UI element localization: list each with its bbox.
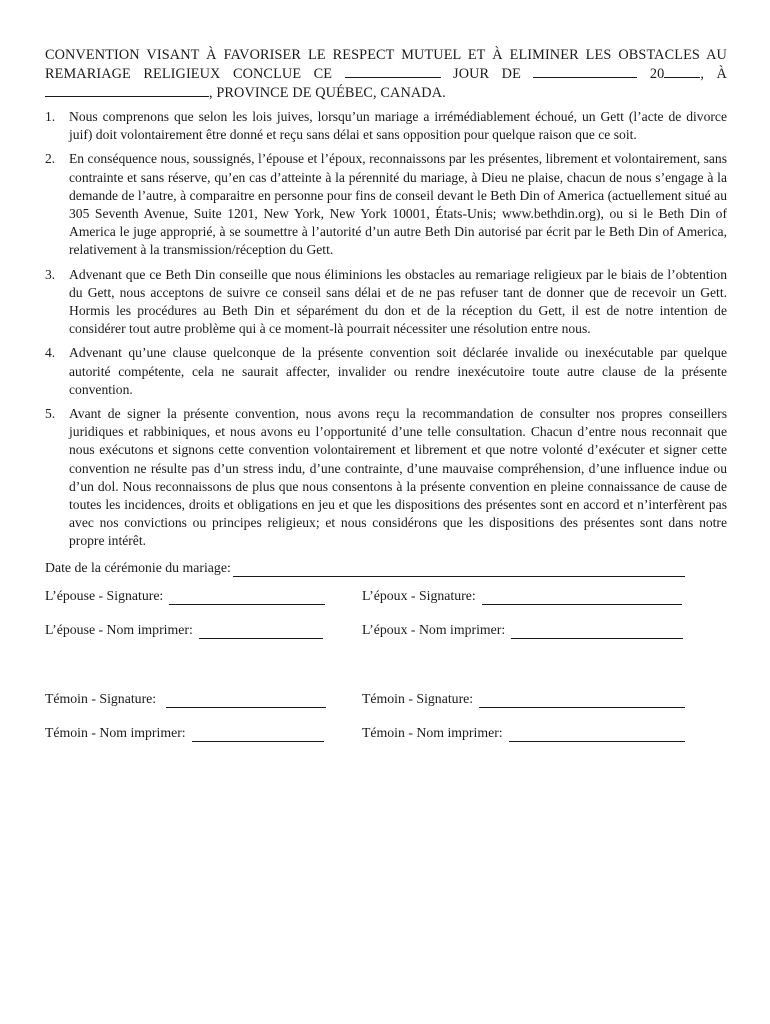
- witness1-signature-label: Témoin - Signature:: [45, 690, 157, 706]
- ceremony-date-field[interactable]: [233, 562, 685, 577]
- clause-text: Nous comprenons que selon les lois juives, lorsqu’un mariage a irrémédiablement échoué, un Gett (l’acte de divorce juif) doit volontairement être donné et reçu sans délai et sans opposition pour quelque raison que ce soit.: [69, 109, 727, 143]
- clause-text: Advenant que ce Beth Din conseille que nous éliminions les obstacles au remariage religieux par le biais de l’obtention du Gett, nous acceptons de suivre ce conseil sans délai et de ne pas refuser tant de donner que de recevoir un Gett. Hormis les procédures au Beth Din et séparément du don et de la réception du Gett, il est de notre intention de considérer tout autre problème qui à ce moment-là pourrait nécessiter une résolution entre nous.: [69, 266, 727, 337]
- wife-name-field[interactable]: [199, 624, 323, 639]
- year-blank[interactable]: [664, 65, 700, 78]
- wife-signature-field[interactable]: [169, 590, 325, 605]
- clause-item: [45, 266, 727, 339]
- witness1-signature-cell: [45, 690, 362, 708]
- clause-number: 1.: [45, 109, 56, 124]
- witness2-name-label: Témoin - Nom imprimer:: [362, 724, 503, 740]
- witness2-signature-label: Témoin - Signature:: [362, 690, 474, 706]
- witness-signature-row: [45, 690, 727, 708]
- witness1-signature-field[interactable]: [166, 693, 326, 708]
- ceremony-date-label: Date de la cérémonie du mariage:: [45, 559, 231, 575]
- wife-name-cell: [45, 621, 362, 639]
- title-text-3: 20: [649, 66, 665, 82]
- witness1-name-label: Témoin - Nom imprimer:: [45, 724, 186, 740]
- witness2-name-field[interactable]: [509, 727, 685, 742]
- clause-text: En conséquence nous, soussignés, l’épouse et l’époux, reconnaissons par les présentes, librement et volontairement, sans contrainte et sans réserve, qu’en cas d’atteinte à la pérennité du mariage, à Dieu ne plaise, chacun de nous s’engage à la demande de l’autre, à comparaitre en personne pour fins de conseil devant le Beth Din of America (actuellement situé au 305 Seventh Avenue, Suite 1201, New York, New York 10001, États-Unis; www.bethdin.org), ou si le Beth Din of America le juge approprié, à se soumettre à l’autorité d’un autre Beth Din autorisé par écrit par le Beth Din of America, relativement à la transmission/réception du Gett.: [69, 151, 727, 258]
- clause-number: 3.: [45, 266, 56, 282]
- wife-name-label: L’épouse - Nom imprimer:: [45, 621, 193, 637]
- clause-item: [45, 150, 727, 259]
- wife-signature-cell: [45, 587, 362, 605]
- title-text-5: , PROVINCE DE QUÉBEC, CANADA.: [209, 85, 446, 101]
- clause-item: [45, 405, 727, 551]
- husband-signature-cell: [362, 587, 682, 605]
- ceremony-date-row: [45, 559, 727, 577]
- witness1-name-field[interactable]: [192, 727, 324, 742]
- witness2-signature-cell: [362, 690, 685, 708]
- clause-text: Advenant qu’une clause quelconque de la présente convention soit déclarée invalide ou inexécutable par quelque autorité compétente, cela ne saurait affecter, invalider ou rendre inexécutoire toute autre clause de la présente convention.: [69, 345, 727, 397]
- title-text-1: CONVENTION VISANT À FAVORISER LE RESPECT MUTUEL ET À ELIMINER LES OBSTACLES AU REMARIAGE RELIGIEUX CONCLUE CE: [45, 47, 727, 82]
- clause-number: 4.: [45, 345, 56, 361]
- witness2-signature-field[interactable]: [479, 693, 685, 708]
- husband-signature-label: L’époux - Signature:: [362, 587, 476, 603]
- witness-name-row: [45, 724, 727, 742]
- witness2-name-cell: [362, 724, 685, 742]
- signature-row: [45, 587, 727, 605]
- month-blank[interactable]: [533, 65, 637, 78]
- clause-number: 5.: [45, 406, 56, 422]
- clause-number: 2.: [45, 151, 56, 167]
- clause-item: [45, 108, 727, 144]
- printed-name-row: [45, 621, 727, 639]
- husband-signature-field[interactable]: [482, 590, 682, 605]
- clause-item: [45, 344, 727, 399]
- document-title: [45, 46, 727, 103]
- husband-name-field[interactable]: [511, 624, 683, 639]
- day-blank[interactable]: [345, 65, 441, 78]
- city-blank[interactable]: [45, 84, 209, 97]
- title-text-2: JOUR DE: [453, 66, 521, 82]
- clause-text: Avant de signer la présente convention, nous avons reçu la recommandation de consulter nos propres conseillers juridiques et rabbiniques, et nous avons eu l’opportunité d’une telle consultation. Chacun d’entre nous reconnait que nous exécutons et signons cette convention volontairement et librement et que notre volonté d’exécuter et signer cette convention ne résulte pas d’un stress indu, d’une contrainte, d’une mauvaise compréhension, d’une influence indue ou d’un dol. Nous reconnaissons de plus que nous consentons à la présente convention en pleine connaissance de cause de toutes les incidences, droits et obligations en jeu et que les dispositions des présentes sont en accord et n’interfèrent pas avec nos convictions ou principes religieux; et nous considérons que les dispositions des présentes sont dans notre propre intérêt.: [69, 406, 727, 549]
- document-page: [45, 46, 727, 742]
- title-text-4: , À: [700, 66, 727, 82]
- witness1-name-cell: [45, 724, 362, 742]
- wife-signature-label: L’épouse - Signature:: [45, 587, 164, 603]
- husband-name-cell: [362, 621, 683, 639]
- husband-name-label: L’époux - Nom imprimer:: [362, 621, 506, 637]
- clauses-list: [45, 108, 727, 551]
